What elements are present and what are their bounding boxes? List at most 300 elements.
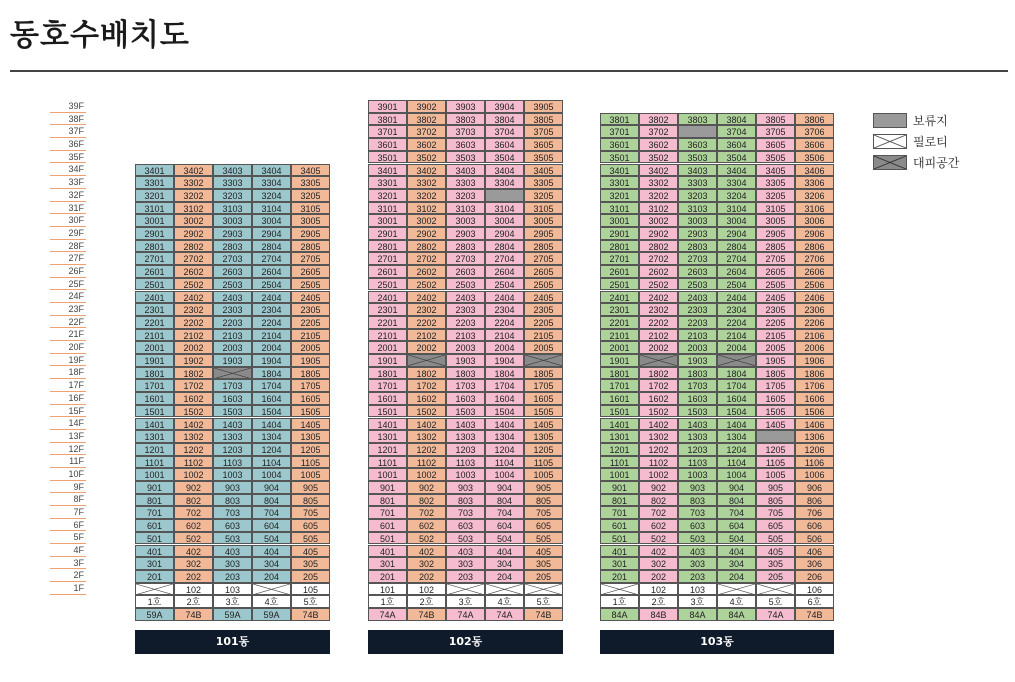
- unit-cell[interactable]: 3303: [446, 176, 485, 189]
- piloti-cell[interactable]: [524, 583, 563, 596]
- unit-cell[interactable]: 2602: [407, 265, 446, 278]
- unit-cell[interactable]: 1004: [252, 468, 291, 481]
- unit-cell[interactable]: 1302: [407, 430, 446, 443]
- unit-cell[interactable]: 1705: [756, 379, 795, 392]
- unit-cell[interactable]: 3202: [407, 189, 446, 202]
- unit-cell[interactable]: 2905: [524, 227, 563, 240]
- unit-cell[interactable]: 3903: [446, 100, 485, 113]
- unit-cell[interactable]: 604: [485, 519, 524, 532]
- unit-cell[interactable]: 506: [795, 532, 834, 545]
- unit-cell[interactable]: 2506: [795, 278, 834, 291]
- unit-cell[interactable]: 3004: [717, 214, 756, 227]
- unit-cell[interactable]: 2502: [407, 278, 446, 291]
- unit-cell[interactable]: 1906: [795, 354, 834, 367]
- unit-cell[interactable]: 1404: [485, 418, 524, 431]
- unit-cell[interactable]: 2604: [252, 265, 291, 278]
- unit-cell[interactable]: 501: [135, 532, 174, 545]
- unit-cell[interactable]: 1802: [407, 367, 446, 380]
- unit-cell[interactable]: 2804: [252, 240, 291, 253]
- unit-cell[interactable]: 201: [368, 570, 407, 583]
- unit-cell[interactable]: 2002: [639, 341, 678, 354]
- unit-cell[interactable]: 1403: [446, 418, 485, 431]
- unit-cell[interactable]: 505: [756, 532, 795, 545]
- unit-cell[interactable]: 205: [291, 570, 330, 583]
- unit-cell[interactable]: 2201: [368, 316, 407, 329]
- unit-cell[interactable]: 2505: [756, 278, 795, 291]
- unit-cell[interactable]: 1504: [252, 405, 291, 418]
- unit-cell[interactable]: 3004: [485, 214, 524, 227]
- unit-cell[interactable]: 3002: [407, 214, 446, 227]
- unit-cell[interactable]: 3304: [485, 176, 524, 189]
- unit-cell[interactable]: 1603: [678, 392, 717, 405]
- unit-cell[interactable]: 1504: [717, 405, 756, 418]
- unit-cell[interactable]: 102: [407, 583, 446, 596]
- unit-cell[interactable]: 2803: [678, 240, 717, 253]
- unit-cell[interactable]: 1202: [174, 443, 213, 456]
- unit-cell[interactable]: 2301: [135, 303, 174, 316]
- unit-cell[interactable]: 1602: [639, 392, 678, 405]
- unit-cell[interactable]: 3905: [524, 100, 563, 113]
- unit-cell[interactable]: 1303: [678, 430, 717, 443]
- unit-cell[interactable]: 1306: [795, 430, 834, 443]
- unit-cell[interactable]: 1004: [717, 468, 756, 481]
- unit-cell[interactable]: 1102: [174, 456, 213, 469]
- unit-cell[interactable]: 204: [252, 570, 291, 583]
- unit-cell[interactable]: 2404: [485, 291, 524, 304]
- unit-cell[interactable]: 1703: [678, 379, 717, 392]
- unit-cell[interactable]: 303: [446, 557, 485, 570]
- unit-cell[interactable]: 1703: [446, 379, 485, 392]
- unit-cell[interactable]: 3506: [795, 151, 834, 164]
- unit-cell[interactable]: 2902: [407, 227, 446, 240]
- unit-cell[interactable]: 1203: [678, 443, 717, 456]
- unit-cell[interactable]: 303: [213, 557, 252, 570]
- unit-cell[interactable]: 3305: [291, 176, 330, 189]
- unit-cell[interactable]: 503: [213, 532, 252, 545]
- unit-cell[interactable]: 1805: [524, 367, 563, 380]
- unit-cell[interactable]: 205: [756, 570, 795, 583]
- unit-cell[interactable]: 2405: [756, 291, 795, 304]
- unit-cell[interactable]: 1002: [407, 468, 446, 481]
- unit-cell[interactable]: 304: [717, 557, 756, 570]
- unit-cell[interactable]: 3306: [795, 176, 834, 189]
- unit-cell[interactable]: 1002: [639, 468, 678, 481]
- unit-cell[interactable]: 901: [600, 481, 639, 494]
- unit-cell[interactable]: 1003: [446, 468, 485, 481]
- unit-cell[interactable]: 204: [717, 570, 756, 583]
- unit-cell[interactable]: 2302: [639, 303, 678, 316]
- piloti-cell[interactable]: [600, 583, 639, 596]
- unit-cell[interactable]: 2804: [485, 240, 524, 253]
- unit-cell[interactable]: 1404: [717, 418, 756, 431]
- unit-cell[interactable]: 2104: [252, 329, 291, 342]
- unit-cell[interactable]: 1305: [291, 430, 330, 443]
- unit-cell[interactable]: 3002: [639, 214, 678, 227]
- piloti-cell[interactable]: [485, 583, 524, 596]
- unit-cell[interactable]: 2505: [291, 278, 330, 291]
- unit-cell[interactable]: 402: [639, 545, 678, 558]
- unit-cell[interactable]: 3005: [524, 214, 563, 227]
- unit-cell[interactable]: 3703: [446, 125, 485, 138]
- unit-cell[interactable]: 3301: [600, 176, 639, 189]
- unit-cell[interactable]: 2402: [639, 291, 678, 304]
- unit-cell[interactable]: 804: [485, 494, 524, 507]
- unit-cell[interactable]: 1405: [756, 418, 795, 431]
- unit-cell[interactable]: 2603: [446, 265, 485, 278]
- unit-cell[interactable]: 905: [756, 481, 795, 494]
- unit-cell[interactable]: 3301: [135, 176, 174, 189]
- unit-cell[interactable]: 2105: [291, 329, 330, 342]
- refuge-cell[interactable]: [639, 354, 678, 367]
- unit-cell[interactable]: 3505: [524, 151, 563, 164]
- unit-cell[interactable]: 502: [639, 532, 678, 545]
- unit-cell[interactable]: 1001: [368, 468, 407, 481]
- piloti-cell[interactable]: [446, 583, 485, 596]
- unit-cell[interactable]: 2502: [174, 278, 213, 291]
- unit-cell[interactable]: 1005: [524, 468, 563, 481]
- unit-cell[interactable]: 2302: [407, 303, 446, 316]
- unit-cell[interactable]: 402: [407, 545, 446, 558]
- unit-cell[interactable]: 2204: [252, 316, 291, 329]
- unit-cell[interactable]: 3403: [213, 164, 252, 177]
- unit-cell[interactable]: 1805: [291, 367, 330, 380]
- unit-cell[interactable]: 1304: [252, 430, 291, 443]
- unit-cell[interactable]: 2405: [524, 291, 563, 304]
- unit-cell[interactable]: 3201: [135, 189, 174, 202]
- unit-cell[interactable]: 701: [600, 506, 639, 519]
- unit-cell[interactable]: 1602: [174, 392, 213, 405]
- unit-cell[interactable]: 2801: [600, 240, 639, 253]
- unit-cell[interactable]: 403: [213, 545, 252, 558]
- unit-cell[interactable]: 1901: [368, 354, 407, 367]
- unit-cell[interactable]: 704: [717, 506, 756, 519]
- unit-cell[interactable]: 306: [795, 557, 834, 570]
- unit-cell[interactable]: 3001: [600, 214, 639, 227]
- unit-cell[interactable]: 1604: [485, 392, 524, 405]
- unit-cell[interactable]: 503: [446, 532, 485, 545]
- unit-cell[interactable]: 2205: [756, 316, 795, 329]
- unit-cell[interactable]: 3504: [717, 151, 756, 164]
- unit-cell[interactable]: 3401: [135, 164, 174, 177]
- unit-cell[interactable]: 103: [678, 583, 717, 596]
- unit-cell[interactable]: 402: [174, 545, 213, 558]
- unit-cell[interactable]: 2004: [252, 341, 291, 354]
- unit-cell[interactable]: 1101: [368, 456, 407, 469]
- unit-cell[interactable]: 1901: [600, 354, 639, 367]
- unit-cell[interactable]: 3101: [368, 202, 407, 215]
- unit-cell[interactable]: 3803: [678, 113, 717, 126]
- unit-cell[interactable]: 704: [252, 506, 291, 519]
- unit-cell[interactable]: 3601: [600, 138, 639, 151]
- unit-cell[interactable]: 1202: [407, 443, 446, 456]
- unit-cell[interactable]: 2605: [291, 265, 330, 278]
- unit-cell[interactable]: 1006: [795, 468, 834, 481]
- unit-cell[interactable]: 3405: [756, 164, 795, 177]
- unit-cell[interactable]: 1606: [795, 392, 834, 405]
- unit-cell[interactable]: 1101: [600, 456, 639, 469]
- unit-cell[interactable]: 3001: [368, 214, 407, 227]
- unit-cell[interactable]: 2405: [291, 291, 330, 304]
- unit-cell[interactable]: 401: [368, 545, 407, 558]
- unit-cell[interactable]: 1105: [524, 456, 563, 469]
- unit-cell[interactable]: 705: [291, 506, 330, 519]
- unit-cell[interactable]: 1705: [291, 379, 330, 392]
- unit-cell[interactable]: 703: [213, 506, 252, 519]
- unit-cell[interactable]: 102: [639, 583, 678, 596]
- unit-cell[interactable]: 3501: [368, 151, 407, 164]
- unit-cell[interactable]: 3104: [252, 202, 291, 215]
- unit-cell[interactable]: 302: [639, 557, 678, 570]
- unit-cell[interactable]: 3706: [795, 125, 834, 138]
- unit-cell[interactable]: 1103: [213, 456, 252, 469]
- unit-cell[interactable]: 302: [174, 557, 213, 570]
- refuge-cell[interactable]: [407, 354, 446, 367]
- unit-cell[interactable]: 3701: [368, 125, 407, 138]
- refuge-cell[interactable]: [524, 354, 563, 367]
- unit-cell[interactable]: 702: [407, 506, 446, 519]
- unit-cell[interactable]: 1804: [252, 367, 291, 380]
- unit-cell[interactable]: 3405: [524, 164, 563, 177]
- unit-cell[interactable]: 405: [291, 545, 330, 558]
- unit-cell[interactable]: 1402: [174, 418, 213, 431]
- unit-cell[interactable]: 406: [795, 545, 834, 558]
- unit-cell[interactable]: 2601: [368, 265, 407, 278]
- unit-cell[interactable]: 1304: [485, 430, 524, 443]
- unit-cell[interactable]: 902: [639, 481, 678, 494]
- hold-cell[interactable]: 1305: [756, 430, 795, 443]
- unit-cell[interactable]: 2403: [213, 291, 252, 304]
- unit-cell[interactable]: 1801: [600, 367, 639, 380]
- unit-cell[interactable]: 3802: [407, 113, 446, 126]
- unit-cell[interactable]: 1302: [174, 430, 213, 443]
- unit-cell[interactable]: 3803: [446, 113, 485, 126]
- unit-cell[interactable]: 1801: [368, 367, 407, 380]
- unit-cell[interactable]: 2504: [717, 278, 756, 291]
- unit-cell[interactable]: 3304: [252, 176, 291, 189]
- unit-cell[interactable]: 2702: [174, 252, 213, 265]
- unit-cell[interactable]: 3202: [174, 189, 213, 202]
- unit-cell[interactable]: 203: [678, 570, 717, 583]
- unit-cell[interactable]: 2203: [678, 316, 717, 329]
- unit-cell[interactable]: 3702: [407, 125, 446, 138]
- unit-cell[interactable]: 3305: [524, 176, 563, 189]
- unit-cell[interactable]: 3404: [717, 164, 756, 177]
- unit-cell[interactable]: 2104: [485, 329, 524, 342]
- unit-cell[interactable]: 703: [678, 506, 717, 519]
- unit-cell[interactable]: 1604: [717, 392, 756, 405]
- unit-cell[interactable]: 3502: [639, 151, 678, 164]
- unit-cell[interactable]: 3101: [135, 202, 174, 215]
- unit-cell[interactable]: 3804: [485, 113, 524, 126]
- unit-cell[interactable]: 1604: [252, 392, 291, 405]
- unit-cell[interactable]: 3603: [678, 138, 717, 151]
- unit-cell[interactable]: 106: [795, 583, 834, 596]
- unit-cell[interactable]: 2903: [213, 227, 252, 240]
- unit-cell[interactable]: 1102: [407, 456, 446, 469]
- unit-cell[interactable]: 3105: [524, 202, 563, 215]
- unit-cell[interactable]: 705: [756, 506, 795, 519]
- unit-cell[interactable]: 903: [678, 481, 717, 494]
- unit-cell[interactable]: 2401: [368, 291, 407, 304]
- unit-cell[interactable]: 1805: [756, 367, 795, 380]
- unit-cell[interactable]: 2103: [213, 329, 252, 342]
- unit-cell[interactable]: 1503: [678, 405, 717, 418]
- unit-cell[interactable]: 1106: [795, 456, 834, 469]
- unit-cell[interactable]: 603: [446, 519, 485, 532]
- unit-cell[interactable]: 1801: [135, 367, 174, 380]
- unit-cell[interactable]: 2501: [600, 278, 639, 291]
- unit-cell[interactable]: 3705: [756, 125, 795, 138]
- unit-cell[interactable]: 2503: [213, 278, 252, 291]
- unit-cell[interactable]: 103: [213, 583, 252, 596]
- unit-cell[interactable]: 3904: [485, 100, 524, 113]
- unit-cell[interactable]: 3404: [485, 164, 524, 177]
- unit-cell[interactable]: 2903: [446, 227, 485, 240]
- unit-cell[interactable]: 2302: [174, 303, 213, 316]
- unit-cell[interactable]: 904: [485, 481, 524, 494]
- unit-cell[interactable]: 3203: [446, 189, 485, 202]
- unit-cell[interactable]: 1804: [717, 367, 756, 380]
- unit-cell[interactable]: 1601: [600, 392, 639, 405]
- unit-cell[interactable]: 2703: [213, 252, 252, 265]
- unit-cell[interactable]: 501: [600, 532, 639, 545]
- unit-cell[interactable]: 1901: [135, 354, 174, 367]
- unit-cell[interactable]: 1201: [368, 443, 407, 456]
- unit-cell[interactable]: 3602: [639, 138, 678, 151]
- unit-cell[interactable]: 2805: [524, 240, 563, 253]
- unit-cell[interactable]: 2701: [368, 252, 407, 265]
- unit-cell[interactable]: 2105: [756, 329, 795, 342]
- unit-cell[interactable]: 1304: [717, 430, 756, 443]
- unit-cell[interactable]: 2205: [291, 316, 330, 329]
- unit-cell[interactable]: 601: [135, 519, 174, 532]
- unit-cell[interactable]: 3801: [368, 113, 407, 126]
- unit-cell[interactable]: 2602: [174, 265, 213, 278]
- unit-cell[interactable]: 2301: [368, 303, 407, 316]
- unit-cell[interactable]: 1401: [135, 418, 174, 431]
- unit-cell[interactable]: 403: [678, 545, 717, 558]
- unit-cell[interactable]: 2704: [717, 252, 756, 265]
- unit-cell[interactable]: 3804: [717, 113, 756, 126]
- unit-cell[interactable]: 604: [717, 519, 756, 532]
- unit-cell[interactable]: 706: [795, 506, 834, 519]
- unit-cell[interactable]: 1203: [213, 443, 252, 456]
- unit-cell[interactable]: 3501: [600, 151, 639, 164]
- unit-cell[interactable]: 1602: [407, 392, 446, 405]
- unit-cell[interactable]: 701: [368, 506, 407, 519]
- unit-cell[interactable]: 2705: [756, 252, 795, 265]
- unit-cell[interactable]: 1505: [524, 405, 563, 418]
- unit-cell[interactable]: 804: [717, 494, 756, 507]
- unit-cell[interactable]: 805: [756, 494, 795, 507]
- unit-cell[interactable]: 304: [252, 557, 291, 570]
- unit-cell[interactable]: 1001: [600, 468, 639, 481]
- unit-cell[interactable]: 1403: [678, 418, 717, 431]
- unit-cell[interactable]: 3103: [446, 202, 485, 215]
- unit-cell[interactable]: 2706: [795, 252, 834, 265]
- piloti-cell[interactable]: [135, 583, 174, 596]
- unit-cell[interactable]: 1103: [446, 456, 485, 469]
- unit-cell[interactable]: 1501: [135, 405, 174, 418]
- unit-cell[interactable]: 2605: [524, 265, 563, 278]
- unit-cell[interactable]: 203: [213, 570, 252, 583]
- unit-cell[interactable]: 3605: [524, 138, 563, 151]
- unit-cell[interactable]: 2403: [678, 291, 717, 304]
- unit-cell[interactable]: 1905: [756, 354, 795, 367]
- unit-cell[interactable]: 2502: [639, 278, 678, 291]
- unit-cell[interactable]: 2704: [252, 252, 291, 265]
- unit-cell[interactable]: 102: [174, 583, 213, 596]
- unit-cell[interactable]: 201: [600, 570, 639, 583]
- unit-cell[interactable]: 2906: [795, 227, 834, 240]
- unit-cell[interactable]: 2201: [600, 316, 639, 329]
- unit-cell[interactable]: 906: [795, 481, 834, 494]
- unit-cell[interactable]: 2004: [485, 341, 524, 354]
- unit-cell[interactable]: 1203: [446, 443, 485, 456]
- unit-cell[interactable]: 603: [678, 519, 717, 532]
- unit-cell[interactable]: 1701: [600, 379, 639, 392]
- unit-cell[interactable]: 2905: [291, 227, 330, 240]
- unit-cell[interactable]: 1003: [678, 468, 717, 481]
- unit-cell[interactable]: 1105: [756, 456, 795, 469]
- unit-cell[interactable]: 1102: [639, 456, 678, 469]
- unit-cell[interactable]: 1205: [291, 443, 330, 456]
- unit-cell[interactable]: 3205: [756, 189, 795, 202]
- unit-cell[interactable]: 502: [174, 532, 213, 545]
- unit-cell[interactable]: 705: [524, 506, 563, 519]
- unit-cell[interactable]: 304: [485, 557, 524, 570]
- unit-cell[interactable]: 3202: [639, 189, 678, 202]
- unit-cell[interactable]: 3805: [524, 113, 563, 126]
- unit-cell[interactable]: 305: [756, 557, 795, 570]
- unit-cell[interactable]: 1002: [174, 468, 213, 481]
- unit-cell[interactable]: 2406: [795, 291, 834, 304]
- unit-cell[interactable]: 504: [252, 532, 291, 545]
- unit-cell[interactable]: 2305: [756, 303, 795, 316]
- unit-cell[interactable]: 1704: [717, 379, 756, 392]
- unit-cell[interactable]: 901: [135, 481, 174, 494]
- unit-cell[interactable]: 1803: [678, 367, 717, 380]
- unit-cell[interactable]: 2801: [135, 240, 174, 253]
- unit-cell[interactable]: 2306: [795, 303, 834, 316]
- unit-cell[interactable]: 902: [174, 481, 213, 494]
- unit-cell[interactable]: 2901: [135, 227, 174, 240]
- unit-cell[interactable]: 2605: [756, 265, 795, 278]
- unit-cell[interactable]: 704: [485, 506, 524, 519]
- unit-cell[interactable]: 1003: [213, 468, 252, 481]
- unit-cell[interactable]: 1101: [135, 456, 174, 469]
- unit-cell[interactable]: 3205: [524, 189, 563, 202]
- unit-cell[interactable]: 3203: [213, 189, 252, 202]
- unit-cell[interactable]: 1205: [524, 443, 563, 456]
- unit-cell[interactable]: 2003: [678, 341, 717, 354]
- unit-cell[interactable]: 1904: [252, 354, 291, 367]
- unit-cell[interactable]: 2002: [174, 341, 213, 354]
- unit-cell[interactable]: 802: [639, 494, 678, 507]
- unit-cell[interactable]: 1505: [756, 405, 795, 418]
- unit-cell[interactable]: 1503: [213, 405, 252, 418]
- unit-cell[interactable]: 3305: [756, 176, 795, 189]
- unit-cell[interactable]: 904: [717, 481, 756, 494]
- unit-cell[interactable]: 2806: [795, 240, 834, 253]
- unit-cell[interactable]: 105: [291, 583, 330, 596]
- unit-cell[interactable]: 2902: [174, 227, 213, 240]
- unit-cell[interactable]: 3103: [213, 202, 252, 215]
- unit-cell[interactable]: 2703: [446, 252, 485, 265]
- unit-cell[interactable]: 1706: [795, 379, 834, 392]
- unit-cell[interactable]: 2703: [678, 252, 717, 265]
- unit-cell[interactable]: 605: [291, 519, 330, 532]
